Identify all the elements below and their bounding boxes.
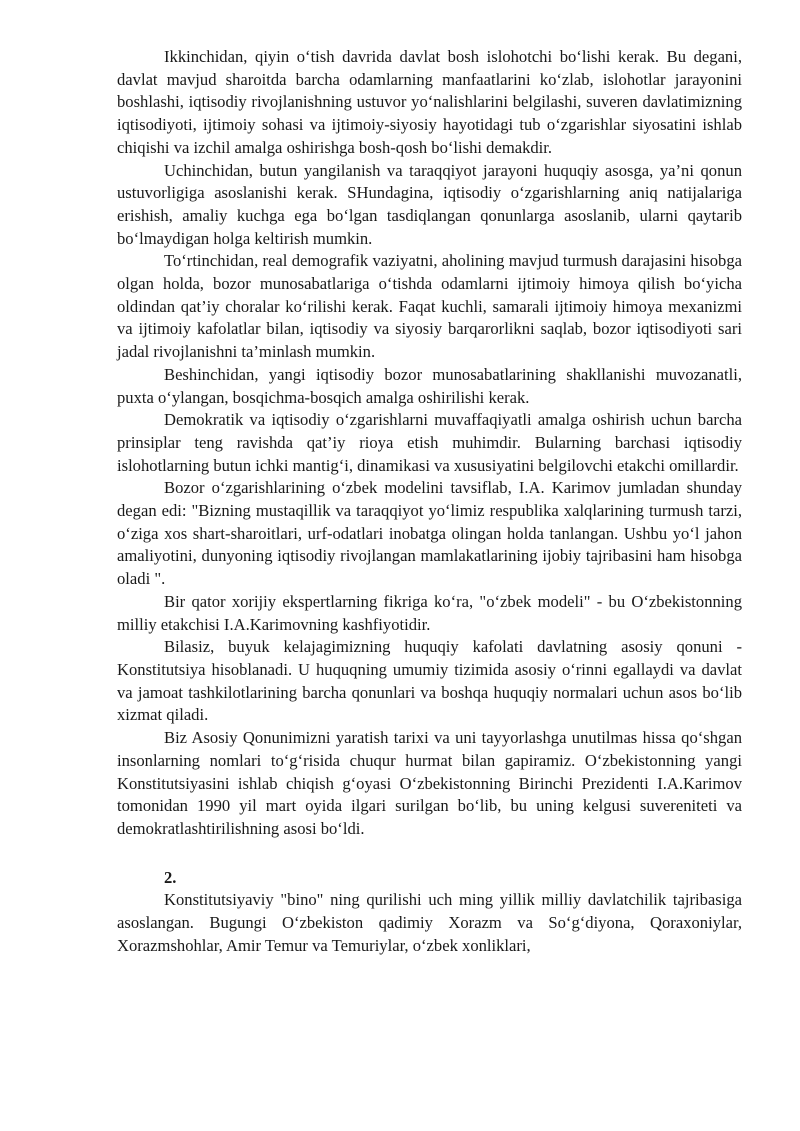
paragraph: Konstitutsiyaviy "bino" ning qurilishi uch ming yillik milliy davlatchilik tajribasiga asoslangan. Bugungi O‘zbekiston qadimiy Xorazm va So‘g‘diyona, Qoraxoniylar, Xorazmshohlar, Amir Temur va Temuriylar, o‘zbek xonliklari,	[117, 890, 742, 955]
paragraph: Beshinchidan, yangi iqtisodiy bozor munosabatlarining shakllanishi muvozanatli, puxta o‘ylangan, bosqichma-bosqich amalga oshirilishi kerak.	[117, 364, 742, 407]
paragraph: Bilasiz, buyuk kelajagimizning huquqiy kafolati davlatning asosiy qonuni - Konstitutsiya hisoblanadi. U huquqning umumiy tizimida asosiy o‘rinni egallaydi va davlat va jamoat tashkilotlarining barcha qonunlari va boshqa huquqiy normalari uchun asos bo‘lib xizmat qiladi.	[117, 637, 742, 725]
paragraph: Bir qator xorijiy ekspertlarning fikriga ko‘ra, "o‘zbek modeli" - bu O‘zbekistonning milliy etakchisi I.A.Karimovning kashfiyotidir.	[117, 591, 742, 634]
paragraph: Uchinchidan, butun yangilanish va taraqqiyot jarayoni huquqiy asosga, ya’ni qonun ustuvorligiga asoslanishi kerak. SHundagina, iqtisodiy o‘zgarishlarning aniq natijalariga erishish, amaliy kuchga ega bo‘lgan tasdiqlangan qonunlarga asoslanib, ularni qaytarib bo‘lmaydigan holga keltirish mumkin.	[117, 160, 742, 248]
paragraph: Bozor o‘zgarishlarining o‘zbek modelini tavsiflab, I.A. Karimov jumladan shunday degan edi: "Bizning mustaqillik va taraqqiyot yo‘limiz respublika xalqlarining turmush tarzi, o‘ziga xos shart-sharoitlari, urf-odatlari inobatga olingan holda tanlangan. Ushbu yo‘l jahon amaliyotini, dunyoning iqtisodiy rivojlangan mamlakatlarining ijobiy tajribasini ham hisobga oladi ".	[117, 478, 742, 589]
paragraph: Ikkinchidan, qiyin o‘tish davrida davlat bosh islohotchi bo‘lishi kerak. Bu degani, davlat mavjud sharoitda barcha odamlarning manfaatlarini ko‘zlab, islohotlar jarayonini boshlashi, iqtisodiy rivojlanishning ustuvor yo‘nalishlarini belgilashi, suveren davlatimizning iqtisodiyoti, ijtimoiy sohasi va ijtimoiy-siyosiy hayotidagi tub o‘zgarishlar siyosatini ishlab chiqishi va izchil amalga oshirishga bosh-qosh bo‘lishi demakdir.	[117, 47, 742, 157]
section-heading: 2.	[164, 867, 177, 887]
paragraph: To‘rtinchidan, real demografik vaziyatni, aholining mavjud turmush darajasini hisobga olgan holda, bozor munosabatlariga o‘tishda odamlarni ijtimoiy himoya qilish bo‘yicha oldindan qat’iy choralar ko‘rilishi kerak. Faqat kuchli, samarali ijtimoiy himoya mexanizmi va ijtimoiy kafolatlar bilan, iqtisodiy va siyosiy barqarorlikni saqlab, bozor iqtisodiyoti sari jadal rivojlanishni ta’minlash mumkin.	[117, 251, 742, 362]
paragraph: Biz Asosiy Qonunimizni yaratish tarixi va uni tayyorlashga unutilmas hissa qo‘shgan insonlarning nomlari to‘g‘risida chuqur hurmat bilan gapiramiz. O‘zbekistonning yangi Konstitutsiyasini ishlab chiqish g‘oyasi O‘zbekistonning Birinchi Prezidenti I.A.Karimov tomonidan 1990 yil mart oyida ilgari surilgan bo‘lib, bu uning kelgusi suvereniteti va demokratlashtirilishning asosi bo‘ldi.	[117, 728, 742, 838]
paragraph: Demokratik va iqtisodiy o‘zgarishlarni muvaffaqiyatli amalga oshirish uchun barcha prinsiplar teng ravishda qat’iy rioya etish muhimdir. Bularning barchasi iqtisodiy islohotlarning butun ichki mantig‘i, dinamikasi va xususiyatini belgilovchi etakchi omillardir.	[117, 410, 742, 475]
